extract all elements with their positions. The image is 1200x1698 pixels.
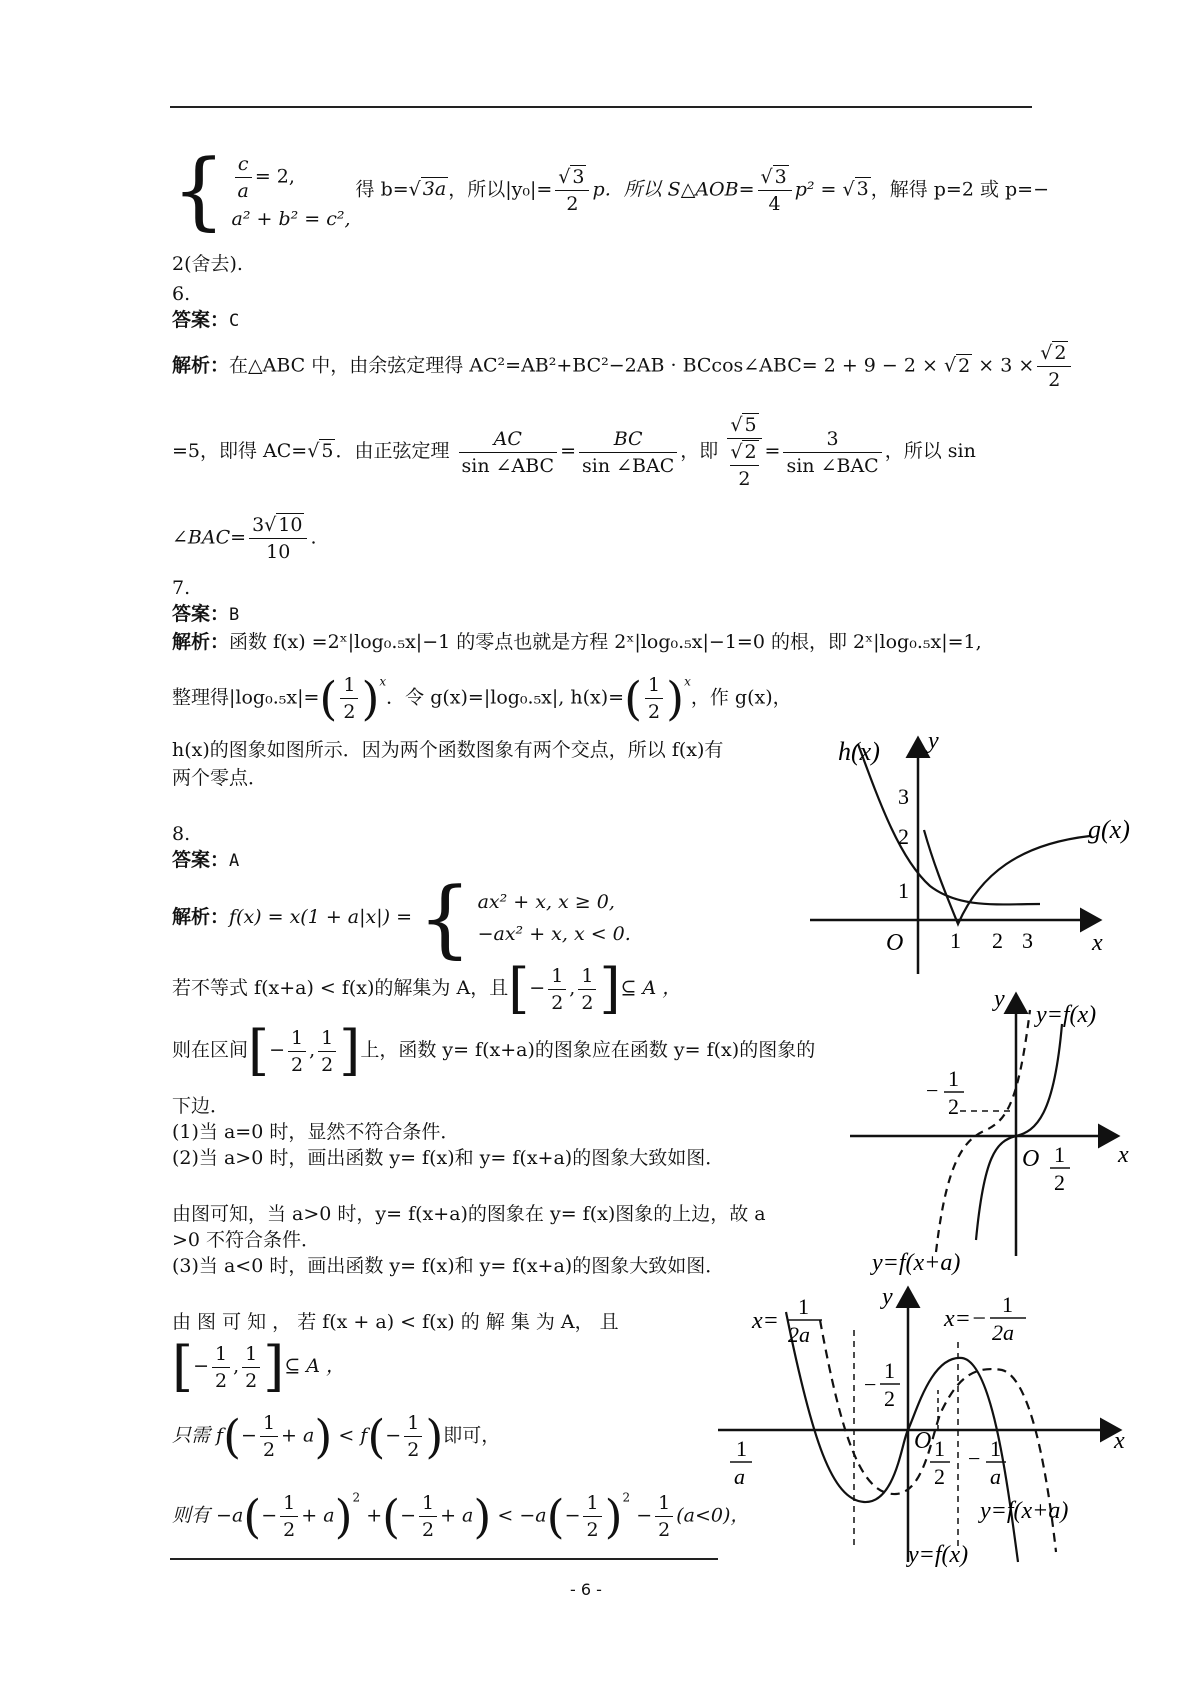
q8-definition: 解析：f(x) = x(1 + a|x|) = { ax² + x, x ≥ 0, −ax² + x, x < 0. xyxy=(172,869,631,967)
q8-observation-2: >0 不符合条件． xyxy=(172,1229,321,1251)
neg-half-sign: − xyxy=(864,1372,877,1397)
cont-line-2: 2(舍去). xyxy=(172,253,243,275)
neg-inv-a-num: 1 xyxy=(990,1436,1001,1461)
x-tick-2: 2 xyxy=(992,928,1003,953)
fa-label: y=f(x+a) xyxy=(872,1250,961,1276)
neg-half-sign: − xyxy=(926,1078,939,1103)
half-num: 1 xyxy=(934,1436,945,1461)
q8-case-1: (1)当 a=0 时，显然不符合条件． xyxy=(172,1121,460,1143)
fa-label: y=f(x+a) xyxy=(980,1498,1069,1524)
f-curve xyxy=(976,1024,1062,1240)
q8-observation-1: 由图可知，当 a>0 时，y= f(x+a)的图象在 y= f(x)图象的上边，故 a xyxy=(172,1203,766,1225)
q8-case-2: (2)当 a>0 时，画出函数 y= f(x)和 y= f(x+a)的图象大致如图． xyxy=(172,1147,725,1169)
figure-h-g-svg xyxy=(800,724,1130,980)
q8-inequality: 若不等式 f(x+a) < f(x)的解集为 A，且[− $\frac{1}{2}$ , $\frac{1}{2}$ ]⊆ A ， xyxy=(172,957,682,1020)
figure-h-g xyxy=(800,724,1130,980)
q8-observation-3: 由 图 可 知 ， 若 f(x + a) < f(x) 的 解 集 为 A， 且 xyxy=(172,1311,619,1333)
q6-answer: 答案：C xyxy=(172,309,240,331)
y-tick-2: 2 xyxy=(898,824,909,849)
y-axis-label: y xyxy=(882,1284,893,1310)
y-axis-label: y xyxy=(994,986,1005,1012)
q8-interval: 则在区间[− $\frac{1}{2}$ , $\frac{1}{2}$ ]上，函数 y= f(x+a)的图象应在函数 y= f(x)的图象的 xyxy=(172,1019,816,1082)
neg-inv-a-den: a xyxy=(990,1464,1001,1489)
neg-half-num: 1 xyxy=(884,1358,895,1383)
q8-need: 只需 f(− $\frac{1}{2}$ + a) < f(− $\frac{1}{2}$ )即可， xyxy=(172,1409,501,1464)
origin-label: O xyxy=(886,930,904,956)
q8-observation-4: [− $\frac{1}{2}$ , $\frac{1}{2}$ ]⊆ A ， xyxy=(172,1335,346,1398)
x-tick-3: 3 xyxy=(1022,928,1033,953)
q8-number: 8. xyxy=(172,823,191,845)
origin-label: O xyxy=(914,1428,932,1454)
x-tick-1: 1 xyxy=(950,928,961,953)
system-brace: { xyxy=(172,141,226,239)
neg-half-den: 2 xyxy=(948,1094,959,1119)
q7-answer: 答案：B xyxy=(172,603,240,625)
q8-then: 则有 −a(− $\frac{1}{2}$ + a)$^2$ +(− $\frac{1}{2}$ + a) < −a(− $\frac{1}{2}$ )$^2$ − $\frac{1}{2}$ (a<0)， xyxy=(172,1489,750,1544)
half-num: 1 xyxy=(1054,1142,1065,1167)
q6-analysis-line1: 解析：在△ABC 中，由余弦定理得 AC²=AB²+BC²−2AB · BCcos∠ABC= 2 + 9 − 2 × √ 2 × 3 × $\frac{√ 2}{2}$ xyxy=(172,340,1074,393)
origin-label: O xyxy=(1022,1146,1040,1172)
y-axis-label: y xyxy=(928,728,939,754)
xeq-right-label: x=− xyxy=(944,1306,988,1332)
q8-answer: 答案：A xyxy=(172,849,240,871)
y-tick-1: 1 xyxy=(898,878,909,903)
q7-analysis-line4: 两个零点． xyxy=(172,767,268,789)
g-curve xyxy=(924,830,1090,924)
q6-analysis-line2: =5，即得 AC=√ 5 ．由正弦定理 $\frac{AC}{\text{sin ∠ABC}}$ = $\frac{BC}{\text{sin ∠BAC}}$ ，即 √ 5 √ 2 2 = $\frac{3}{\text{sin ∠BAC}}$ ，所以 sin xyxy=(172,414,976,490)
g-label: g(x) xyxy=(1088,815,1130,844)
q8-case-3: (3)当 a<0 时，画出函数 y= f(x)和 y= f(x+a)的图象大致如图． xyxy=(172,1255,725,1277)
header-rule xyxy=(170,106,1032,108)
neg-half-num: 1 xyxy=(948,1066,959,1091)
neg-inv-a-sign: − xyxy=(968,1446,981,1471)
neg-half-den: 2 xyxy=(884,1386,895,1411)
half-den: 2 xyxy=(1054,1170,1065,1195)
page-number: - 6 - xyxy=(570,1580,602,1599)
cont-line: { $\frac{c}{a}$ = 2, a² + b² = c², 得 b=√ 3a ，所以|y₀|= $\frac{√ 3}{2}$ p．所以 S△AOB= $\frac{√ 3}{4}$ p² = √ 3 ，解得 p=2 或 p=− xyxy=(172,141,1049,239)
figure-a-positive xyxy=(836,986,1136,1276)
xeq-right-num: 1 xyxy=(1002,1292,1013,1317)
x-axis-label: x xyxy=(1092,930,1103,956)
inv-a-num: 1 xyxy=(736,1436,747,1461)
footer-rule xyxy=(170,1558,718,1560)
xeq-left-den: 2a xyxy=(788,1322,810,1347)
q7-analysis-line3: h(x)的图象如图所示．因为两个函数图象有两个交点，所以 f(x)有 xyxy=(172,739,724,761)
q8-below: 下边． xyxy=(172,1095,230,1117)
q6-analysis-line3: ∠BAC= $\frac{3√ 10}{10}$ . xyxy=(172,514,317,563)
y-tick-3: 3 xyxy=(898,784,909,809)
f-curve xyxy=(786,1312,1018,1562)
xeq-right-den: 2a xyxy=(992,1320,1014,1345)
inv-a-den: a xyxy=(734,1464,745,1489)
h-label: h(x) xyxy=(838,737,880,766)
q7-number: 7. xyxy=(172,577,191,599)
f-label: y=f(x) xyxy=(908,1542,969,1568)
h-curve xyxy=(858,744,1040,904)
f-label: y=f(x) xyxy=(1036,1002,1097,1028)
half-den: 2 xyxy=(934,1464,945,1489)
figure-a-negative xyxy=(712,1280,1158,1570)
q6-number: 6. xyxy=(172,283,191,305)
x-axis-label: x xyxy=(1114,1428,1125,1454)
x-axis-label: x xyxy=(1118,1142,1129,1168)
xeq-left-num: 1 xyxy=(798,1294,809,1319)
figure-a-negative-svg xyxy=(712,1280,1158,1570)
q7-analysis-line2: 整理得|log₀.₅x|=( $\frac{1}{2}$ )$^x$．令 g(x)=|log₀.₅x|, h(x)=( $\frac{1}{2}$ )$^x$，作 g(x)， xyxy=(172,671,792,726)
figure-a-positive-svg xyxy=(836,986,1136,1276)
q7-analysis-line1: 解析：函数 f(x) =2ˣ|log₀.₅x|−1 的零点也就是方程 2ˣ|log₀.₅x|−1=0 的根，即 2ˣ|log₀.₅x|=1, xyxy=(172,631,982,653)
xeq-left-label: x= xyxy=(752,1308,779,1334)
